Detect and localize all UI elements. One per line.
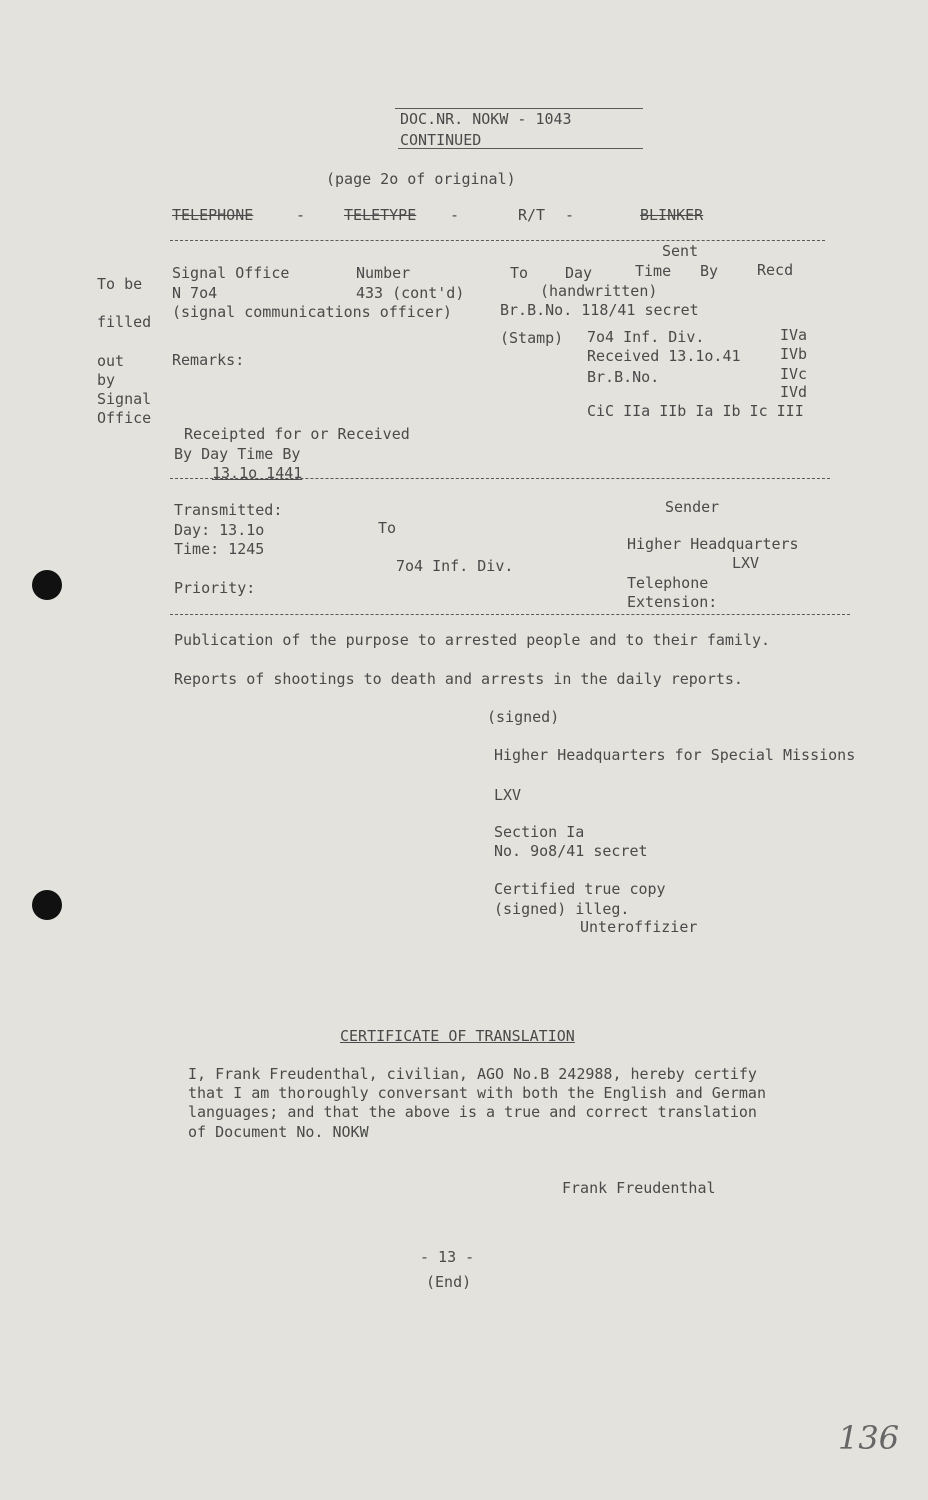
modes-rule	[170, 240, 825, 241]
certificate-line-2: that I am thoroughly conversant with both the English and German	[188, 1084, 766, 1102]
body-paragraph-2: Reports of shootings to death and arrests in the daily reports.	[174, 670, 743, 688]
mode-telephone: TELEPHONE	[172, 206, 254, 224]
signal-communications-officer: (signal communications officer)	[172, 303, 452, 321]
continued-label: CONTINUED	[400, 131, 482, 149]
section-ia: Section Ia	[494, 823, 585, 841]
punch-hole-bottom	[32, 890, 62, 920]
stamp-ivb: IVb	[780, 345, 808, 363]
stamp-brb: Br.B.No.	[587, 368, 660, 386]
signal-office-value: N 7o4	[172, 284, 218, 302]
header-top-rule	[395, 108, 643, 109]
signal-office-label: Signal Office	[172, 264, 290, 282]
section-number: No. 9o8/41 secret	[494, 842, 648, 860]
header-bottom-rule	[398, 148, 643, 149]
sidebar-line-3: out	[97, 352, 125, 370]
doc-number: DOC.NR. NOKW - 1043	[400, 110, 572, 128]
sidebar-line-6: Office	[97, 409, 152, 427]
sent-label: Sent	[662, 242, 699, 260]
unteroffizier: Unteroffizier	[580, 918, 698, 936]
handwritten-note: (handwritten)	[540, 282, 658, 300]
stamp-inf-div: 7o4 Inf. Div.	[587, 328, 705, 346]
stamp-iva: IVa	[780, 326, 808, 344]
punch-hole-top	[32, 570, 62, 600]
transmission-rule	[170, 614, 850, 615]
signed-label: (signed)	[487, 708, 560, 726]
certificate-line-1: I, Frank Freudenthal, civilian, AGO No.B 242988, hereby certify	[188, 1065, 757, 1083]
br-b-no-secret: Br.B.No. 118/41 secret	[500, 301, 699, 319]
to-label-2: To	[378, 519, 397, 537]
transmitted-day: Day: 13.1o	[174, 521, 265, 539]
body-paragraph-1: Publication of the purpose to arrested people and to their family.	[174, 631, 771, 649]
sidebar-line-1: To be	[97, 275, 143, 293]
sender-lxv: LXV	[732, 554, 760, 572]
priority-label: Priority:	[174, 579, 256, 597]
telephone-label: Telephone	[627, 574, 709, 592]
certificate-line-3: languages; and that the above is a true and correct translation	[188, 1103, 757, 1121]
stamp-ivc: IVc	[780, 365, 808, 383]
mode-dash-3: -	[565, 206, 575, 224]
certificate-line-4: of Document No. NOKW	[188, 1123, 369, 1141]
extension-label: Extension:	[627, 593, 718, 611]
receipt-value: 13.1o 1441	[212, 464, 303, 482]
transmitted-label: Transmitted:	[174, 501, 283, 519]
by-label: By	[700, 262, 719, 280]
number-label: Number	[356, 264, 411, 282]
to-label: To	[510, 264, 529, 282]
mode-teletype: TELETYPE	[344, 206, 417, 224]
sidebar-line-4: by	[97, 371, 116, 389]
remarks-label: Remarks:	[172, 351, 245, 369]
recd-label: Recd	[757, 261, 794, 279]
certificate-title: CERTIFICATE OF TRANSLATION	[340, 1027, 575, 1045]
translator-signature: Frank Freudenthal	[562, 1179, 716, 1197]
sender-hq: Higher Headquarters	[627, 535, 799, 553]
stamp-cic-row: CiC IIa IIb Ia Ib Ic III	[587, 402, 804, 420]
time-label: Time	[635, 262, 672, 280]
stamp-ivd: IVd	[780, 383, 808, 401]
mode-dash-1: -	[296, 206, 306, 224]
receipt-rule	[170, 478, 830, 479]
stamp-received: Received 13.1o.41	[587, 347, 741, 365]
certified-true-copy: Certified true copy	[494, 880, 666, 898]
stamp-label: (Stamp)	[500, 329, 564, 347]
page-number: - 13 -	[420, 1248, 475, 1266]
number-value: 433 (cont'd)	[356, 284, 465, 302]
body-lxv: LXV	[494, 786, 522, 804]
receipted-label: Receipted for or Received	[184, 425, 410, 443]
signed-illegible: (signed) illeg.	[494, 900, 630, 918]
mode-dash-2: -	[450, 206, 460, 224]
hq-special-missions: Higher Headquarters for Special Missions	[494, 746, 856, 764]
sender-label: Sender	[665, 498, 720, 516]
page-of-original: (page 2o of original)	[326, 170, 516, 188]
end-label: (End)	[426, 1273, 472, 1291]
mode-blinker: BLINKER	[640, 206, 704, 224]
day-label: Day	[565, 264, 593, 282]
mode-rt: R/T	[518, 206, 546, 224]
to-value: 7o4 Inf. Div.	[396, 557, 514, 575]
sidebar-line-5: Signal	[97, 390, 152, 408]
transmitted-time: Time: 1245	[174, 540, 265, 558]
sidebar-line-2: filled	[97, 313, 152, 331]
receipt-columns: By Day Time By	[174, 445, 301, 463]
archive-page-stamp: 136	[838, 1419, 900, 1457]
